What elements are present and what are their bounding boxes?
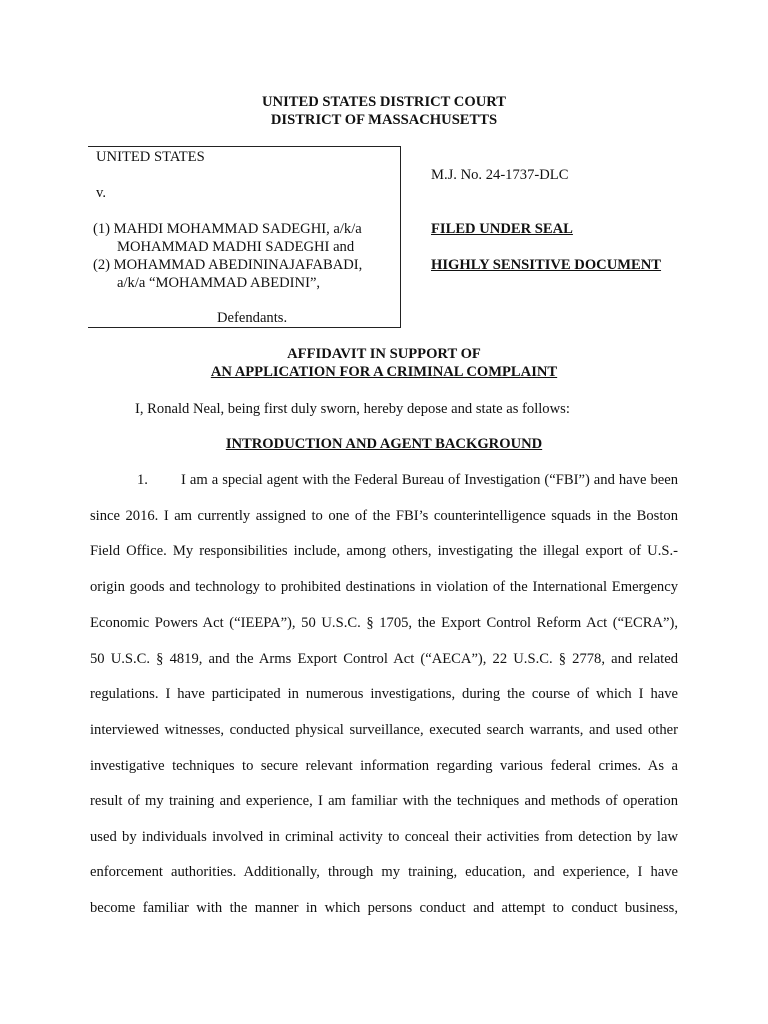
paragraph-line: I am a special agent with the Federal Bureau of Investigation (“FBI”) and have been — [181, 472, 678, 488]
paragraph-line: since 2016. I am currently assigned to one of the FBI’s counterintelligence squads in the Boston — [90, 508, 678, 524]
intro-statement: I, Ronald Neal, being first duly sworn, hereby depose and state as follows: — [135, 401, 570, 417]
paragraph-line: become familiar with the manner in which persons conduct and attempt to conduct business, — [90, 900, 678, 916]
paragraph-line: interviewed witnesses, conducted physical surveillance, executed search warrants, and used other — [90, 722, 678, 738]
court-name: UNITED STATES DISTRICT COURT — [261, 94, 506, 110]
section-heading: INTRODUCTION AND AGENT BACKGROUND — [225, 436, 543, 452]
paragraph-line: 50 U.S.C. § 4819, and the Arms Export Control Act (“AECA”), 22 U.S.C. § 2778, and related — [90, 651, 678, 667]
filed-under-seal: FILED UNDER SEAL — [431, 221, 573, 237]
caption-defendant-1: (1) MAHDI MOHAMMAD SADEGHI, a/k/a — [93, 221, 362, 237]
paragraph-line: Economic Powers Act (“IEEPA”), 50 U.S.C. § 1705, the Export Control Reform Act (“ECRA”), — [90, 615, 678, 631]
paragraph-line: origin goods and technology to prohibited destinations in violation of the International Emergency — [90, 579, 678, 595]
caption-defendant-2-alias: a/k/a “MOHAMMAD ABEDINI”, — [117, 275, 321, 291]
paragraph-line: investigative techniques to secure relevant information regarding various federal crimes. As a — [90, 758, 678, 774]
document-title-line-1: AFFIDAVIT IN SUPPORT OF — [287, 346, 481, 362]
paragraph-line: regulations. I have participated in numerous investigations, during the course of which I have — [90, 686, 678, 702]
court-district: DISTRICT OF MASSACHUSETTS — [270, 112, 498, 128]
caption-versus: v. — [96, 185, 106, 201]
caption-defendants-label: Defendants. — [217, 310, 288, 326]
paragraph-line: enforcement authorities. Additionally, through my training, education, and experience, I have — [90, 864, 678, 880]
case-number: M.J. No. 24-1737-DLC — [431, 167, 569, 183]
paragraph-line: Field Office. My responsibilities include, among others, investigating the illegal export of U.S.- — [90, 543, 678, 559]
paragraph-number: 1. — [137, 472, 148, 488]
caption-defendant-1-alias: MOHAMMAD MADHI SADEGHI and — [117, 239, 355, 255]
highly-sensitive-label: HIGHLY SENSITIVE DOCUMENT — [431, 257, 662, 273]
paragraph-line: used by individuals involved in criminal activity to conceal their activities from detection by law — [90, 829, 678, 845]
caption-plaintiff: UNITED STATES — [96, 149, 205, 165]
caption-defendant-2: (2) MOHAMMAD ABEDININAJAFABADI, — [93, 257, 363, 273]
paragraph-line: result of my training and experience, I am familiar with the techniques and methods of operation — [90, 793, 678, 809]
document-title-line-2: AN APPLICATION FOR A CRIMINAL COMPLAINT — [210, 364, 558, 380]
